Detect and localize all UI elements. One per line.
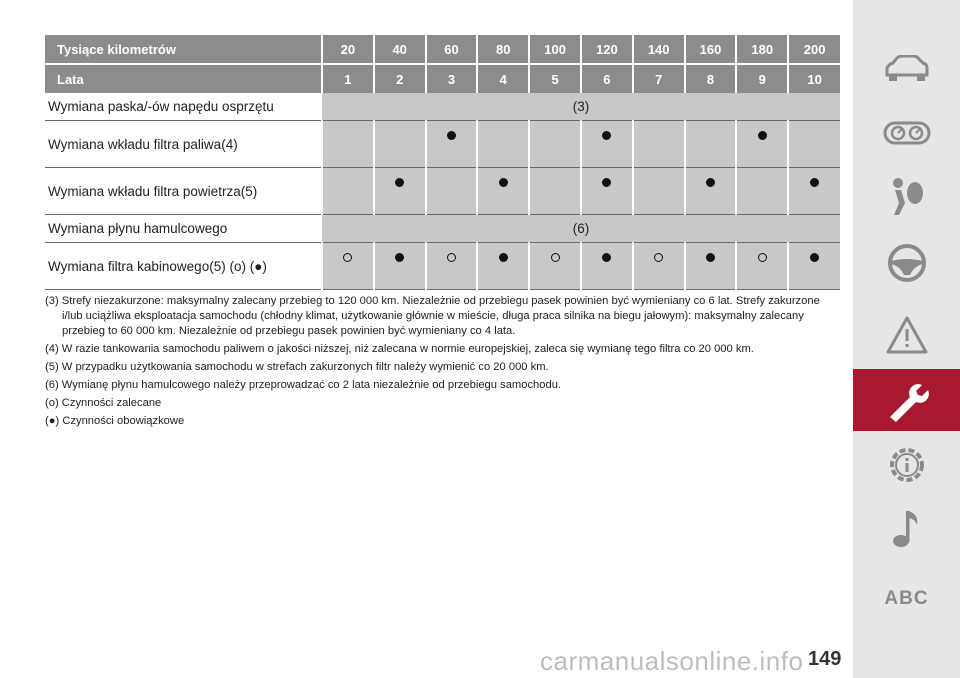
table-row xyxy=(45,168,840,215)
schedule-cell xyxy=(322,168,374,215)
km-header-cell: 100 xyxy=(529,35,581,64)
mandatory-dot-icon xyxy=(810,178,819,187)
schedule-cell xyxy=(581,243,633,290)
mandatory-dot-icon xyxy=(499,178,508,187)
km-header-cell: 80 xyxy=(477,35,529,64)
recommended-ring-icon xyxy=(758,253,767,262)
schedule-cell xyxy=(426,168,478,215)
table-row xyxy=(45,93,840,121)
schedule-cell xyxy=(788,243,840,290)
mandatory-dot-icon xyxy=(602,131,611,140)
table-row xyxy=(45,243,840,290)
km-header-cell: 40 xyxy=(374,35,426,64)
schedule-cell xyxy=(788,121,840,168)
schedule-cell xyxy=(529,243,581,290)
mandatory-dot-icon xyxy=(602,178,611,187)
schedule-cell xyxy=(685,243,737,290)
schedule-cell xyxy=(374,168,426,215)
recommended-ring-icon xyxy=(551,253,560,262)
mandatory-dot-icon xyxy=(395,253,404,262)
km-header-cell: 180 xyxy=(736,35,788,64)
schedule-cell xyxy=(633,121,685,168)
schedule-cell xyxy=(685,168,737,215)
footnote: (o) Czynności zalecane xyxy=(45,397,162,409)
footnotes xyxy=(45,294,840,429)
footnote: (3) Strefy niezakurzone: maksymalny zalecany przebieg to 120 000 km. Niezależnie od przebiegu pasek powinien być wymieniany co 6 lat. Strefy zakurzone i/lub uciążliwa eksploatacja samochodu (chłodny klimat, użytkowanie głównie w mieście, długa praca silnika na biegu jałowym): maksymalny zalecany przebieg to 60 000 km. Niezależnie od przebiegu pasek powinien być wymieniany co 4 lata. xyxy=(45,295,820,337)
table-row xyxy=(45,121,840,168)
schedule-cell xyxy=(426,243,478,290)
km-header-cell: 140 xyxy=(633,35,685,64)
schedule-cell xyxy=(736,243,788,290)
years-header-row xyxy=(45,64,840,93)
schedule-cell xyxy=(477,243,529,290)
schedule-cell xyxy=(477,121,529,168)
table-row xyxy=(45,215,840,243)
km-header-cell: 120 xyxy=(581,35,633,64)
music-note-icon[interactable] xyxy=(853,498,960,560)
mandatory-dot-icon xyxy=(706,253,715,262)
sidebar xyxy=(853,0,960,678)
row-label: Wymiana paska/-ów napędu osprzętu xyxy=(45,93,322,121)
year-header-cell: 1 xyxy=(322,64,374,93)
schedule-cell xyxy=(633,243,685,290)
interval-note-ref: (6) xyxy=(322,215,840,243)
km-header-cell: 20 xyxy=(322,35,374,64)
mandatory-dot-icon xyxy=(395,178,404,187)
recommended-ring-icon xyxy=(654,253,663,262)
footnote: (●) Czynności obowiązkowe xyxy=(45,415,185,427)
year-header-cell: 2 xyxy=(374,64,426,93)
year-header-cell: 8 xyxy=(685,64,737,93)
recommended-ring-icon xyxy=(447,253,456,262)
schedule-cell xyxy=(736,121,788,168)
abc-label: ABC xyxy=(884,588,929,609)
steering-wheel-icon[interactable] xyxy=(853,232,960,294)
mandatory-dot-icon xyxy=(810,253,819,262)
year-header-cell: 9 xyxy=(736,64,788,93)
year-header-cell: 7 xyxy=(633,64,685,93)
maintenance-table xyxy=(45,35,840,290)
mandatory-dot-icon xyxy=(602,253,611,262)
mandatory-dot-icon xyxy=(447,131,456,140)
airbag-icon[interactable] xyxy=(853,166,960,228)
row-label: Wymiana wkładu filtra powietrza(5) xyxy=(45,168,322,215)
page-content xyxy=(45,35,840,432)
year-header-cell: 10 xyxy=(788,64,840,93)
footnote: (6) Wymianę płynu hamulcowego należy przeprowadzać co 2 lata niezależnie od przebiegu samochodu. xyxy=(45,379,562,391)
schedule-cell xyxy=(581,121,633,168)
km-header-cell: 200 xyxy=(788,35,840,64)
km-header-cell: 60 xyxy=(426,35,478,64)
year-header-cell: 5 xyxy=(529,64,581,93)
mandatory-dot-icon xyxy=(499,253,508,262)
years-header-label: Lata xyxy=(45,64,322,93)
abc-icon[interactable] xyxy=(853,568,960,630)
schedule-cell xyxy=(426,121,478,168)
watermark: carmanualsonline.info xyxy=(540,646,804,676)
schedule-cell xyxy=(374,243,426,290)
gear-info-icon[interactable] xyxy=(853,434,960,496)
footnote: (5) W przypadku użytkowania samochodu w strefach zakurzonych filtr należy wymienić co 20 000 km. xyxy=(45,361,549,373)
schedule-cell xyxy=(633,168,685,215)
schedule-cell xyxy=(374,121,426,168)
schedule-cell xyxy=(736,168,788,215)
interval-note-ref: (3) xyxy=(322,93,840,121)
km-header-cell: 160 xyxy=(685,35,737,64)
schedule-cell xyxy=(322,121,374,168)
year-header-cell: 3 xyxy=(426,64,478,93)
km-header-row xyxy=(45,35,840,64)
row-label: Wymiana płynu hamulcowego xyxy=(45,215,322,243)
row-label: Wymiana wkładu filtra paliwa(4) xyxy=(45,121,322,168)
schedule-cell xyxy=(529,168,581,215)
dashboard-icon[interactable] xyxy=(853,102,960,164)
page-number: 149 xyxy=(808,648,842,670)
year-header-cell: 6 xyxy=(581,64,633,93)
mandatory-dot-icon xyxy=(706,178,715,187)
schedule-cell xyxy=(788,168,840,215)
wrench-icon[interactable] xyxy=(853,369,960,431)
schedule-cell xyxy=(322,243,374,290)
schedule-cell xyxy=(477,168,529,215)
warning-triangle-icon[interactable] xyxy=(853,304,960,366)
mandatory-dot-icon xyxy=(758,131,767,140)
recommended-ring-icon xyxy=(343,253,352,262)
year-header-cell: 4 xyxy=(477,64,529,93)
row-label: Wymiana filtra kabinowego(5) (o) (●) xyxy=(45,243,322,290)
schedule-cell xyxy=(581,168,633,215)
schedule-cell xyxy=(685,121,737,168)
footnote: (4) W razie tankowania samochodu paliwem o jakości niższej, niż zalecana w normie europejskiej, zaleca się wymianę tego filtra co 20 000 km. xyxy=(45,343,754,355)
schedule-cell xyxy=(529,121,581,168)
km-header-label: Tysiące kilometrów xyxy=(45,35,322,64)
car-icon[interactable] xyxy=(853,38,960,100)
